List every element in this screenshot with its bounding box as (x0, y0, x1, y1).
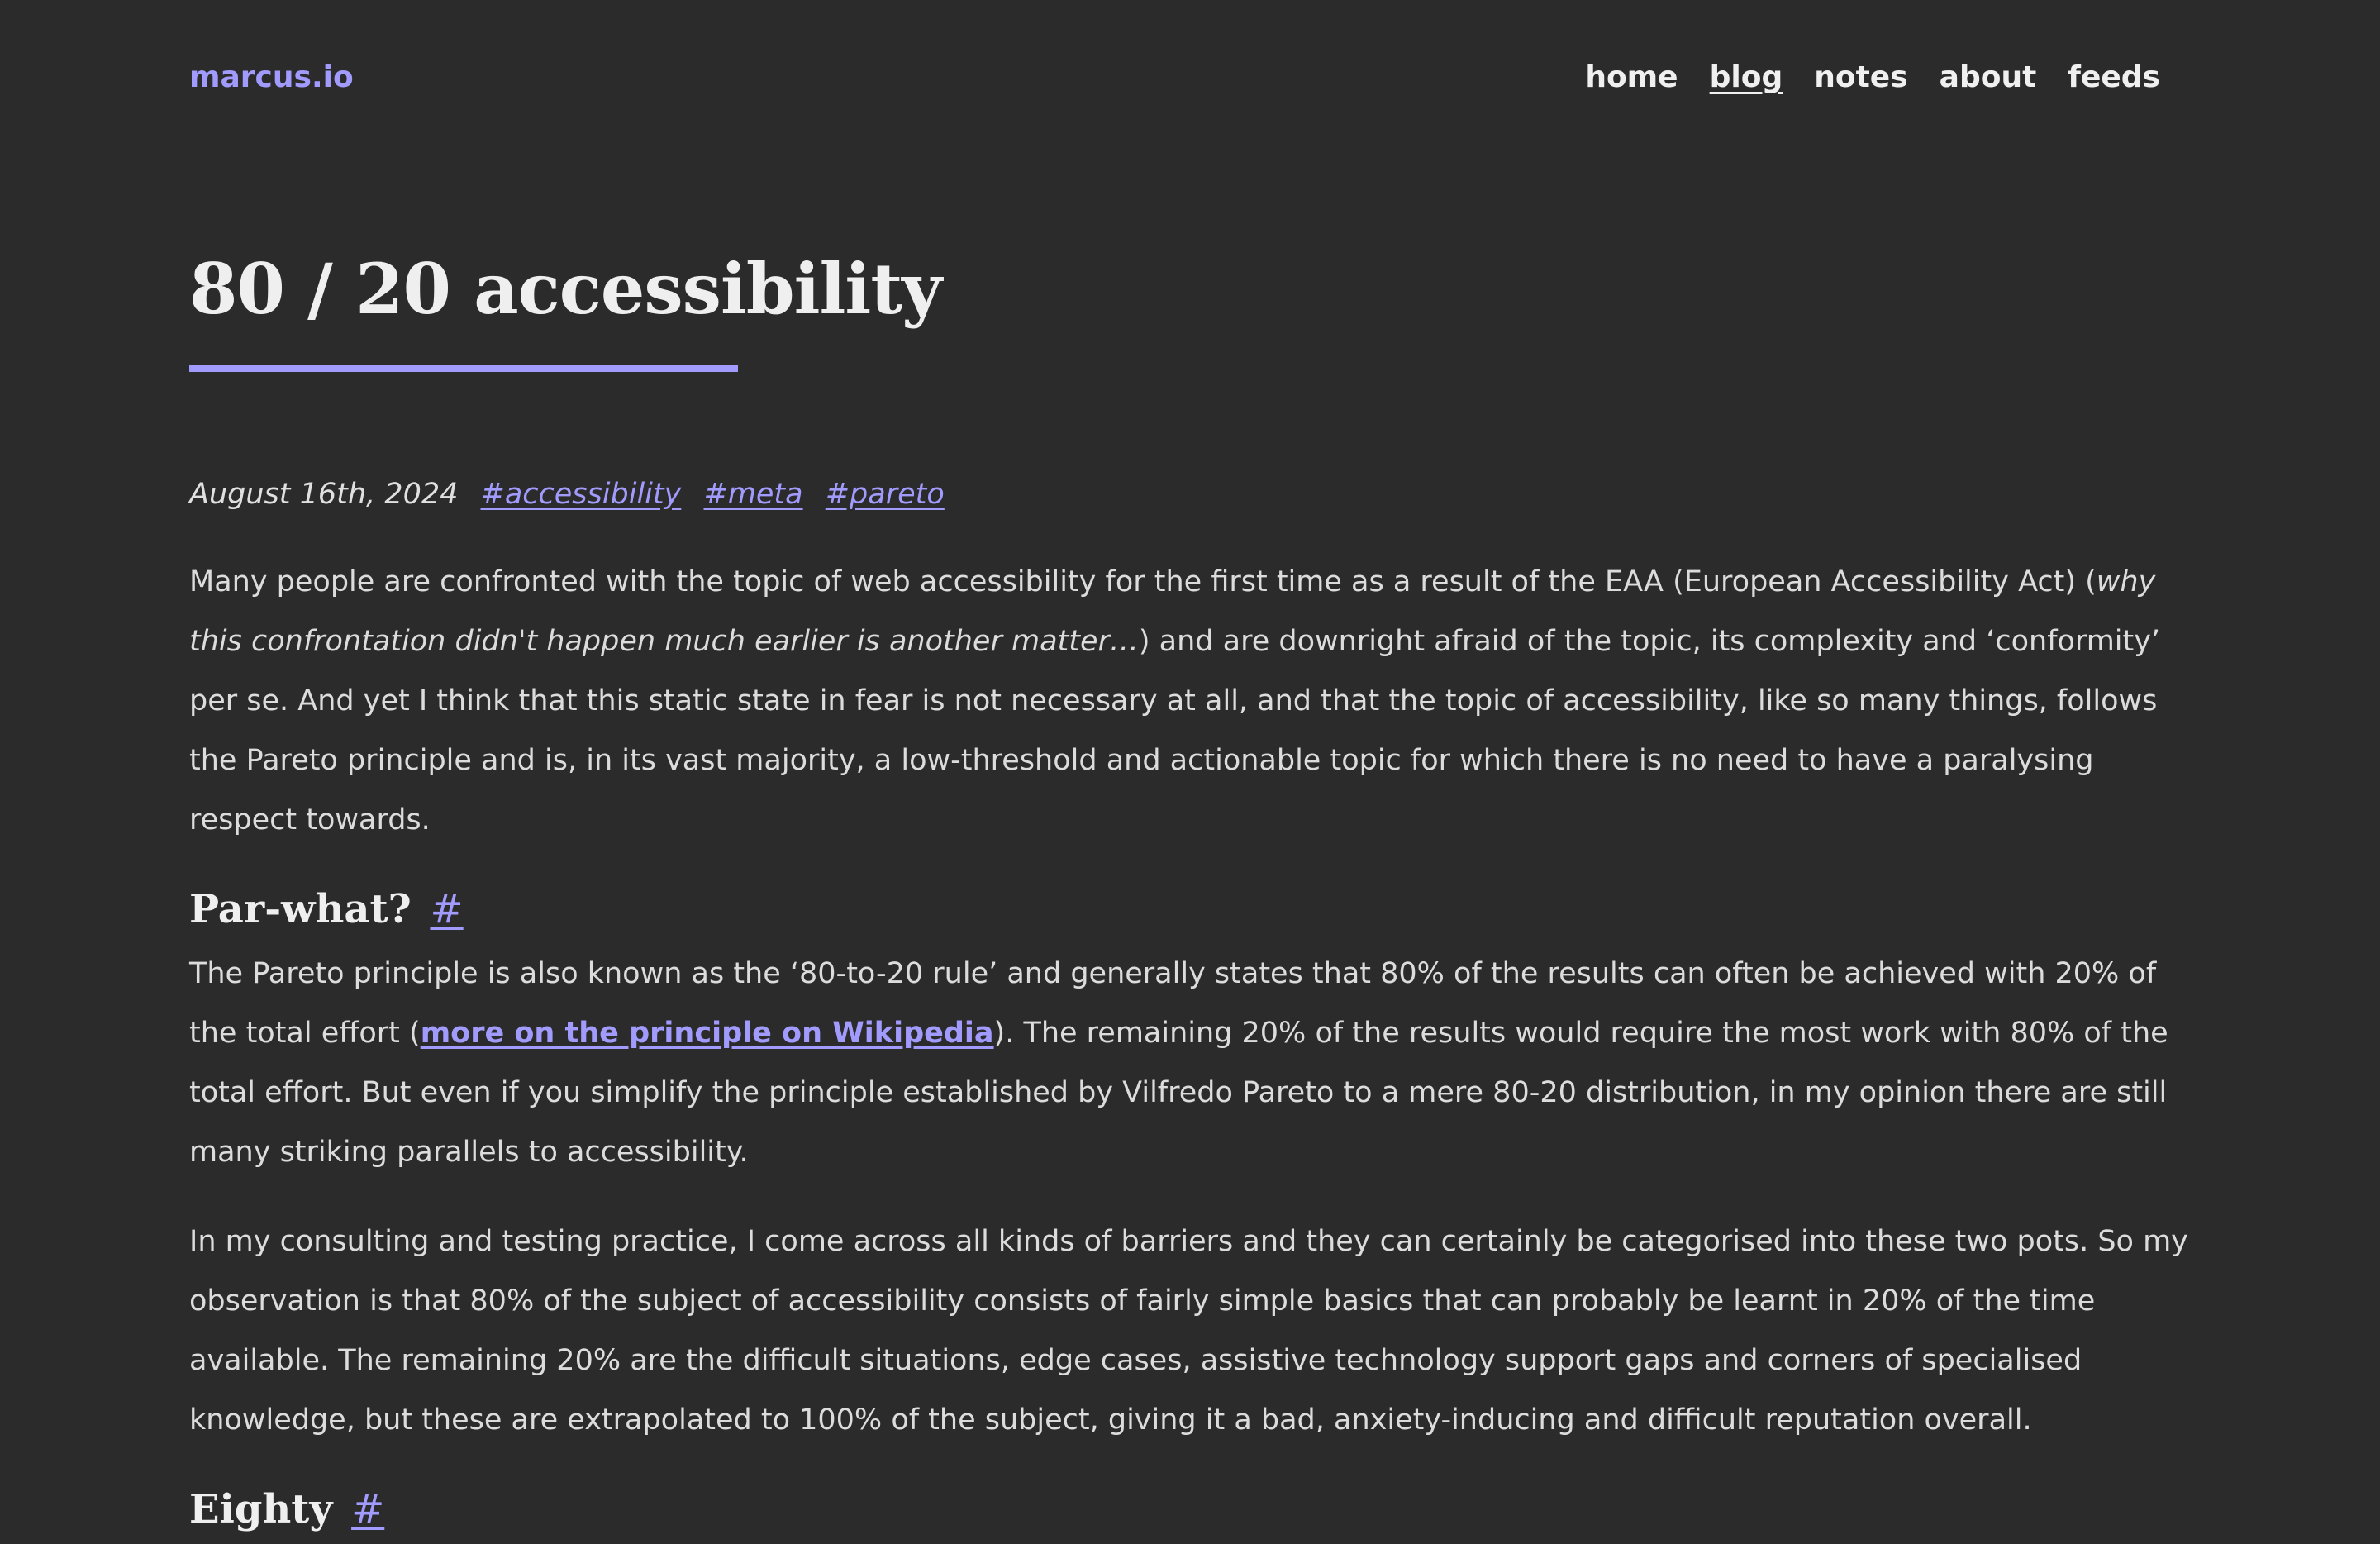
tag-link-meta[interactable]: #meta (703, 478, 803, 511)
intro-text-start: Many people are confronted with the topic of web accessibility for the first time as a result of the EAA (European Accessibility Act) ( (189, 565, 2097, 598)
section-anchor-link[interactable]: # (430, 886, 464, 932)
pareto-text-end: ). The remaining 20% of the results would require the most work with 80% of the total effort. But even if you simplify the principle established by Vilfredo Pareto to a mere 80-20 distribution, in my opinion there are still many striking parallels to accessibility. (189, 1017, 2168, 1169)
nav-feeds-link[interactable]: feeds (2068, 60, 2160, 94)
nav-home-link[interactable]: home (1585, 60, 1678, 94)
consulting-paragraph: In my consulting and testing practice, I come across all kinds of barriers and they can certainly be categorised into these two pots. So my observation is that 80% of the subject of accessibility consists of fairly simple basics that can probably be learnt in 20% of the time available. The remaining 20% are the difficult situations, edge cases, assistive technology support gaps and corners of specialised knowledge, but these are extrapolated to 100% of the subject, giving it a bad, anxiety-inducing and difficult reputation overall. (189, 1225, 2188, 1437)
section-heading-par-what (189, 879, 2189, 939)
nav-about-link[interactable]: about (1939, 60, 2037, 94)
pareto-paragraph (189, 944, 2189, 1182)
tag-link-accessibility[interactable]: #accessibility (480, 478, 682, 511)
intro-paragraph (189, 552, 2189, 850)
post-meta (189, 469, 2189, 519)
section-anchor-link[interactable]: # (351, 1486, 385, 1532)
title-underline-divider (189, 365, 738, 372)
main-nav (1585, 58, 2160, 98)
site-header (189, 58, 2189, 98)
wikipedia-link[interactable]: more on the principle on Wikipedia (420, 1017, 994, 1050)
intro-aside-italic: why this confrontation didn't happen much earlier is another matter… (189, 565, 2156, 658)
tag-link-pareto[interactable]: #pareto (825, 478, 945, 511)
section-heading-eighty (189, 1480, 2189, 1539)
section-heading-text: Par-what? (189, 886, 412, 932)
nav-notes-link[interactable]: notes (1814, 60, 1908, 94)
intro-text-end: ) and are downright afraid of the topic, its complexity and ‘conformity’ per se. And yet I think that this static state in fear is not necessary at all, and that the topic of accessibility, like so many things, follows the Pareto principle and is, in its vast majority, a low-threshold and actionable topic for which there is no need to have a paralysing respect towards. (189, 625, 2161, 836)
page-title: 80 / 20 accessibility (189, 248, 941, 330)
site-logo-link[interactable]: marcus.io (189, 60, 354, 94)
pareto-text-start: The Pareto principle is also known as the ‘80-to-20 rule’ and generally states that 80% of the results can often be achieved with 20% of the total effort ( (189, 957, 2157, 1050)
article-content (189, 469, 2189, 1544)
section-heading-text: Eighty (189, 1486, 333, 1532)
nav-blog-link[interactable]: blog (1709, 60, 1783, 94)
post-date: August 16th, 2024 (189, 478, 459, 511)
